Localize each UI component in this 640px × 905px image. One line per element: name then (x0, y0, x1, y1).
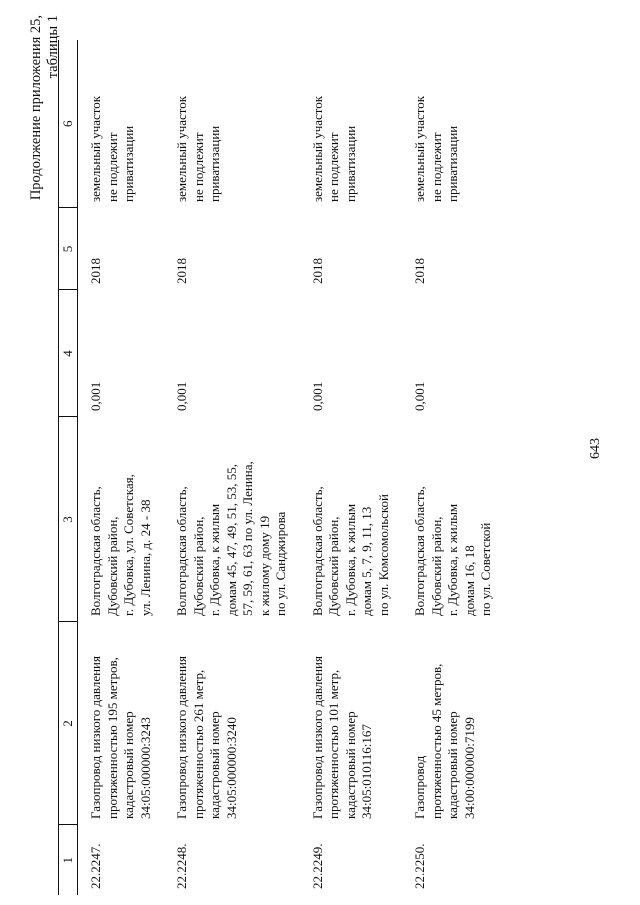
object-name-line: 34:05:010116:167 (359, 724, 374, 819)
note-cell (300, 40, 403, 208)
year-cell: 2018 (412, 258, 427, 284)
object-name-line: кадастровый номер (121, 711, 136, 819)
note-line: приватизации (207, 125, 222, 202)
address-line: Волгоградская область, (412, 486, 427, 616)
note-line: не подлежит (190, 132, 206, 202)
continuation-heading (28, 15, 62, 235)
address-line: Волгоградская область, (309, 486, 325, 616)
note-line: земельный участок (88, 95, 103, 202)
row-number: 22.2248. (174, 843, 189, 889)
address-line: по ул. Советской (478, 522, 493, 616)
area-cell: 0,001 (309, 381, 325, 411)
address-line: Дубовский район, (190, 516, 206, 616)
note-cell (78, 40, 165, 208)
area-cell: 0,001 (412, 381, 427, 411)
row-number: 22.2250. (412, 843, 427, 889)
note-line: земельный участок (174, 95, 189, 202)
note-line: не подлежит (104, 132, 120, 202)
column-header: 2 (59, 622, 78, 825)
object-name-line: протяженностью 195 метров, (104, 657, 120, 819)
table-row (164, 40, 300, 895)
note-line: приватизации (121, 125, 136, 202)
object-name-line: 34:00:000000:7199 (461, 717, 477, 819)
column-header: 3 (59, 417, 78, 622)
address-cell (78, 417, 165, 622)
address-line: 57, 59, 61, 63 по ул. Ленина, (240, 461, 255, 616)
address-line: ул. Ленина, д. 24 - 38 (137, 499, 153, 616)
address-line: Волгоградская область, (174, 486, 189, 616)
address-line: по ул. Санджирова (273, 511, 288, 616)
page-number: 643 (588, 438, 603, 459)
object-name-line: Газопровод (412, 755, 427, 819)
address-line: Дубовский район, (104, 516, 120, 616)
note-cell (164, 40, 300, 208)
object-name-line: протяженностью 261 метр, (190, 669, 206, 819)
table-row (78, 40, 165, 895)
note-cell (402, 40, 505, 208)
object-name-line: протяженностью 45 метров, (428, 663, 444, 819)
note-line: земельный участок (412, 95, 427, 202)
object-name-line: Газопровод низкого давления (88, 656, 103, 819)
object-name-cell (78, 622, 165, 825)
area-cell: 0,001 (88, 381, 103, 411)
year-cell: 2018 (309, 258, 325, 284)
address-line: домам 5, 7, 9, 11, 13 (359, 506, 374, 616)
object-name-line: кадастровый номер (342, 711, 358, 819)
object-name-cell (164, 622, 300, 825)
note-line: земельный участок (309, 95, 325, 202)
address-cell (164, 417, 300, 622)
table-body (78, 40, 505, 895)
address-line: г. Дубовка, к жилым (445, 503, 460, 616)
row-number: 22.2247. (88, 843, 103, 889)
continuation-line-2: таблицы 1 (45, 15, 61, 79)
address-line: к жилому дому 19 (256, 515, 272, 616)
object-name-line: 34:05:000000:3243 (137, 717, 153, 819)
column-number-row (59, 40, 78, 895)
note-line: приватизации (445, 125, 460, 202)
area-cell: 0,001 (174, 381, 189, 411)
column-header: 5 (59, 208, 78, 290)
table-row (402, 40, 505, 895)
address-line: г. Дубовка, к жилым (207, 503, 222, 616)
column-header: 6 (59, 40, 78, 208)
address-cell (402, 417, 505, 622)
row-number: 22.2249. (309, 843, 325, 889)
year-cell: 2018 (88, 258, 103, 284)
address-line: домам 45, 47, 49, 51, 53, 55, (223, 463, 239, 616)
address-line: домам 16, 18 (461, 545, 477, 616)
continuation-line-1: Продолжение приложения 25, (28, 15, 44, 201)
table-row (300, 40, 403, 895)
address-line: Волгоградская область, (88, 486, 103, 616)
object-name-line: Газопровод низкого давления (309, 656, 325, 819)
column-header: 1 (59, 825, 78, 895)
object-name-line: кадастровый номер (207, 711, 222, 819)
note-line: приватизации (342, 125, 358, 202)
address-line: г. Дубовка, ул. Советская, (121, 474, 136, 616)
year-cell: 2018 (174, 258, 189, 284)
address-line: Дубовский район, (326, 516, 341, 616)
address-line: г. Дубовка, к жилым (342, 503, 358, 616)
object-name-line: протяженностью 101 метр, (326, 669, 341, 819)
address-line: по ул. Комсомольской (375, 493, 391, 616)
note-line: не подлежит (326, 132, 341, 202)
object-name-line: Газопровод низкого давления (174, 656, 189, 819)
note-line: не подлежит (428, 132, 444, 202)
address-line: Дубовский район, (428, 516, 444, 616)
object-name-cell (300, 622, 403, 825)
column-header: 4 (59, 290, 78, 417)
property-table (58, 40, 505, 895)
object-name-cell (402, 622, 505, 825)
object-name-line: 34:05:000000:3240 (223, 717, 239, 819)
address-cell (300, 417, 403, 622)
object-name-line: кадастровый номер (445, 711, 460, 819)
